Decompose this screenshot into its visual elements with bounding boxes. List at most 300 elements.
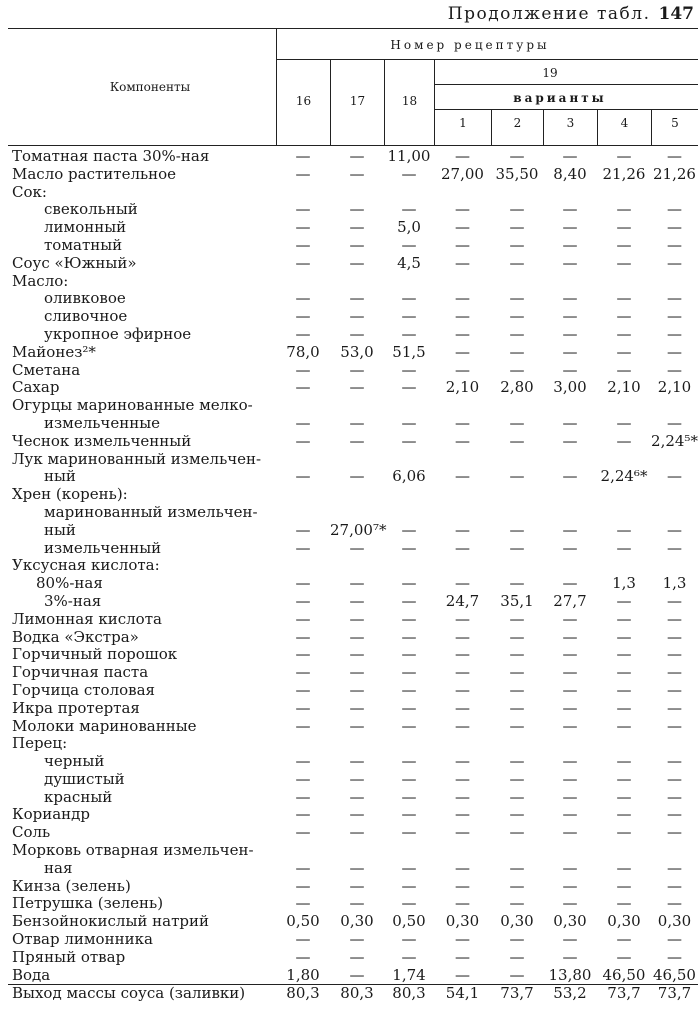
table-row — [8, 842, 698, 860]
table-cell: — — [562, 823, 578, 842]
table-cell — [434, 184, 491, 202]
table-cell: — — [401, 520, 417, 539]
table-row — [8, 611, 698, 629]
table-cell: — — [455, 947, 470, 966]
table-cell: — — [509, 538, 525, 557]
table-cell — [330, 451, 384, 469]
component-label: Сахар — [12, 378, 60, 397]
table-row — [8, 913, 698, 931]
table-cell: — — [295, 164, 311, 183]
table-cell: — — [562, 947, 578, 966]
component-label: Бензойнокислый натрий — [12, 912, 209, 931]
table-cell: 2,80 — [500, 378, 534, 397]
table-cell: — — [667, 591, 682, 610]
header-subrule — [434, 84, 698, 85]
table-cell: — — [562, 894, 578, 913]
component-label: ный — [44, 520, 76, 539]
table-cell — [434, 557, 491, 575]
table-cell: — — [562, 413, 578, 432]
table-cell: — — [295, 307, 311, 326]
table-cell: — — [667, 520, 682, 539]
table-row — [8, 273, 698, 291]
table-cell: 73,7 — [651, 985, 698, 1003]
header-recipe-number: Номер рецептуры — [390, 38, 550, 52]
table-cell: — — [349, 591, 365, 610]
table-cell: — — [455, 467, 470, 486]
table-cell: — — [295, 627, 311, 646]
table-cell: — — [616, 324, 632, 343]
table-cell — [330, 842, 384, 860]
table-cell: — — [667, 307, 682, 326]
table-cell — [330, 735, 384, 753]
component-label: Горчичный порошок — [12, 645, 178, 664]
table-cell: — — [562, 769, 578, 788]
component-label: красный — [44, 787, 113, 806]
table-row — [8, 789, 698, 807]
header-subrule — [434, 109, 698, 110]
table-cell — [434, 486, 491, 504]
table-cell: — — [667, 787, 682, 806]
table-row — [8, 522, 698, 540]
header-variants: варианты — [513, 91, 607, 105]
table-cell: — — [562, 645, 578, 664]
table-cell — [384, 504, 434, 522]
table-cell: — — [509, 289, 525, 308]
table-cell — [543, 397, 597, 415]
table-cell: — — [562, 467, 578, 486]
table-cell — [434, 397, 491, 415]
header-divider — [434, 60, 435, 145]
table-cell: 0,30 — [500, 912, 534, 931]
header-divider — [276, 29, 277, 145]
table-cell: — — [455, 431, 470, 450]
table-row — [8, 664, 698, 682]
table-cell: — — [616, 591, 632, 610]
table-cell: — — [455, 930, 470, 949]
table-cell: 73,7 — [491, 985, 543, 1003]
table-cell: — — [616, 769, 632, 788]
table-cell: — — [509, 218, 525, 237]
component-label: Икра протертая — [12, 698, 140, 717]
table-cell: — — [295, 805, 311, 824]
component-label: Петрушка (зелень) — [12, 894, 164, 913]
component-label: Молоки маринованные — [12, 716, 197, 735]
table-cell: — — [616, 805, 632, 824]
component-label: сливочное — [44, 307, 128, 326]
table-row — [8, 451, 698, 469]
header-variant-4: 4 — [620, 116, 629, 130]
table-cell: — — [349, 360, 365, 379]
table-cell: 51,5 — [392, 342, 426, 361]
component-label: 3%-ная — [44, 591, 102, 610]
table-cell: — — [455, 218, 470, 237]
header-subrule — [276, 59, 698, 60]
table-cell: — — [667, 413, 682, 432]
table-cell: — — [401, 769, 417, 788]
table-row — [8, 575, 698, 593]
table-row — [8, 895, 698, 913]
table-cell: — — [349, 627, 365, 646]
table-row — [8, 878, 698, 896]
table-cell: — — [562, 805, 578, 824]
table-cell — [384, 397, 434, 415]
table-cell: — — [509, 147, 525, 165]
table-cell — [434, 735, 491, 753]
component-label: Соль — [12, 823, 51, 842]
table-row — [8, 593, 698, 611]
table-cell: — — [401, 164, 417, 183]
table-cell: — — [616, 787, 632, 806]
table-cell: — — [295, 520, 311, 539]
table-cell — [434, 504, 491, 522]
table-row — [8, 806, 698, 824]
table-cell: — — [349, 218, 365, 237]
table-cell: 1,74 — [392, 965, 426, 984]
table-cell: — — [509, 520, 525, 539]
component-label: Уксусная кислота: — [12, 556, 160, 575]
table-cell: — — [295, 787, 311, 806]
table-cell — [491, 504, 543, 522]
table-cell: — — [295, 574, 311, 593]
table-cell: 2,10 — [657, 378, 692, 397]
table-row — [8, 540, 698, 558]
component-label: томатный — [44, 235, 123, 254]
component-label: Вода — [12, 965, 51, 984]
table-cell: — — [667, 200, 682, 219]
table-row — [8, 184, 698, 202]
table-cell: — — [349, 680, 365, 699]
table-cell: — — [562, 858, 578, 877]
table-cell: — — [349, 769, 365, 788]
table-cell — [651, 486, 698, 504]
table-cell: — — [667, 805, 682, 824]
table-cell: — — [349, 930, 365, 949]
table-cell: — — [562, 627, 578, 646]
table-cell: — — [509, 876, 525, 895]
table-row — [8, 700, 698, 718]
table-cell: 73,7 — [597, 985, 651, 1003]
table-cell: — — [295, 235, 311, 254]
table-cell — [543, 842, 597, 860]
caption-text: Продолжение табл. — [447, 4, 651, 24]
table-cell: — — [509, 769, 525, 788]
header-components: Компоненты — [109, 80, 191, 94]
component-label: ная — [44, 858, 73, 877]
table-cell: — — [349, 147, 365, 165]
table-cell — [543, 486, 597, 504]
component-label: Томатная паста 30%-ная — [12, 147, 210, 165]
table-row — [8, 397, 698, 415]
table-cell: — — [562, 253, 578, 272]
table-cell: 80,3 — [330, 985, 384, 1003]
table-cell: — — [667, 663, 682, 682]
table-cell — [491, 557, 543, 575]
component-label: ный — [44, 467, 76, 486]
page-number: 147 — [658, 4, 694, 24]
table-cell: — — [509, 680, 525, 699]
table-cell: — — [295, 769, 311, 788]
table-cell: — — [401, 324, 417, 343]
table-row — [8, 718, 698, 736]
table-cell: — — [349, 235, 365, 254]
table-cell: — — [616, 609, 632, 628]
table-row — [8, 557, 698, 575]
table-cell — [434, 451, 491, 469]
component-label: Отвар лимонника — [12, 930, 153, 949]
table-row — [8, 166, 698, 184]
table-cell: — — [349, 823, 365, 842]
table-cell: — — [562, 200, 578, 219]
table-cell — [651, 397, 698, 415]
table-cell: — — [616, 253, 632, 272]
table-cell: — — [401, 716, 417, 735]
header-col-17: 17 — [349, 94, 366, 108]
table-cell: — — [349, 716, 365, 735]
table-cell: — — [562, 609, 578, 628]
table-cell — [491, 451, 543, 469]
table-cell — [491, 184, 543, 202]
table-cell: — — [295, 876, 311, 895]
table-cell: — — [562, 235, 578, 254]
table-cell: 35,50 — [495, 164, 539, 183]
table-cell: — — [401, 609, 417, 628]
table-row — [8, 219, 698, 237]
table-cell — [491, 273, 543, 291]
table-cell: — — [455, 876, 470, 895]
table-cell — [651, 842, 698, 860]
table-cell: — — [667, 716, 682, 735]
table-cell: — — [455, 253, 470, 272]
table-cell: — — [349, 538, 365, 557]
table-cell — [276, 557, 330, 575]
table-cell: — — [349, 698, 365, 717]
table-row — [8, 148, 698, 166]
table-cell: — — [349, 413, 365, 432]
table-row — [8, 290, 698, 308]
table-cell: — — [509, 360, 525, 379]
table-cell — [330, 504, 384, 522]
table-body — [8, 148, 698, 1003]
table-cell: — — [562, 324, 578, 343]
component-label: Выход массы соуса (заливки) — [8, 985, 276, 1003]
table-cell: — — [667, 858, 682, 877]
component-label: Чеснок измельченный — [12, 431, 192, 450]
table-cell: — — [667, 538, 682, 557]
recipe-table — [8, 148, 698, 1003]
table-row — [8, 949, 698, 967]
table-cell: — — [349, 805, 365, 824]
table-cell: — — [667, 289, 682, 308]
table-cell: — — [401, 360, 417, 379]
component-label: измельченные — [44, 413, 161, 432]
table-cell: 80,3 — [384, 985, 434, 1003]
table-cell: — — [401, 200, 417, 219]
table-cell — [384, 486, 434, 504]
table-cell: — — [509, 609, 525, 628]
table-cell: — — [616, 716, 632, 735]
table-cell: — — [295, 930, 311, 949]
table-cell: — — [401, 431, 417, 450]
table-cell: — — [562, 289, 578, 308]
table-cell — [543, 184, 597, 202]
table-cell: 27,7 — [553, 591, 587, 610]
table-cell: — — [562, 930, 578, 949]
table-cell — [384, 735, 434, 753]
table-cell — [491, 735, 543, 753]
table-cell — [276, 486, 330, 504]
component-label: Масло: — [12, 271, 69, 290]
table-cell: — — [401, 858, 417, 877]
table-cell: — — [667, 609, 682, 628]
table-cell: — — [295, 645, 311, 664]
component-label: душистый — [44, 769, 125, 788]
table-cell: — — [349, 645, 365, 664]
table-cell: — — [295, 467, 311, 486]
table-cell: 21,26 — [602, 164, 646, 183]
table-cell: — — [295, 609, 311, 628]
table-cell: — — [455, 289, 470, 308]
table-cell — [276, 397, 330, 415]
table-row — [8, 415, 698, 433]
table-cell: — — [562, 752, 578, 771]
table-row — [8, 860, 698, 878]
table-cell: 11,00 — [387, 147, 431, 165]
table-cell: — — [616, 431, 632, 450]
table-cell: — — [349, 164, 365, 183]
component-label: Горчичная паста — [12, 663, 149, 682]
table-cell: — — [349, 752, 365, 771]
table-cell: — — [616, 645, 632, 664]
table-cell: — — [401, 930, 417, 949]
table-cell: — — [295, 200, 311, 219]
table-cell: — — [616, 413, 632, 432]
table-cell: — — [401, 235, 417, 254]
table-cell: — — [562, 342, 578, 361]
table-cell: — — [401, 591, 417, 610]
table-cell: — — [455, 324, 470, 343]
table-cell: — — [455, 965, 470, 984]
component-label: Лимонная кислота — [12, 609, 162, 628]
table-cell: — — [616, 876, 632, 895]
table-cell: — — [455, 609, 470, 628]
table-cell — [543, 451, 597, 469]
table-cell: — — [616, 858, 632, 877]
table-cell: 27,00⁷* — [330, 520, 387, 539]
table-cell: — — [667, 752, 682, 771]
table-cell: — — [401, 876, 417, 895]
table-cell: — — [562, 787, 578, 806]
table-cell: — — [349, 467, 365, 486]
table-cell: — — [295, 680, 311, 699]
table-cell: — — [401, 680, 417, 699]
table-cell: — — [401, 413, 417, 432]
table-cell: — — [667, 930, 682, 949]
table-cell: 78,0 — [286, 342, 320, 361]
table-cell: — — [509, 894, 525, 913]
table-cell: — — [349, 574, 365, 593]
table-cell: — — [616, 200, 632, 219]
table-cell: — — [667, 342, 682, 361]
table-row — [8, 344, 698, 362]
table-cell — [384, 184, 434, 202]
table-cell: — — [509, 858, 525, 877]
table-cell: — — [509, 307, 525, 326]
table-cell: 54,1 — [434, 985, 491, 1003]
table-cell: — — [667, 645, 682, 664]
table-row — [8, 362, 698, 380]
table-cell: — — [616, 342, 632, 361]
table-cell — [543, 504, 597, 522]
table-cell: — — [562, 307, 578, 326]
table-cell: — — [509, 663, 525, 682]
table-cell: — — [509, 645, 525, 664]
table-cell: — — [616, 930, 632, 949]
table-cell: — — [295, 591, 311, 610]
table-cell — [491, 486, 543, 504]
component-label: измельченный — [44, 538, 162, 557]
table-cell: — — [509, 431, 525, 450]
table-cell: — — [455, 787, 470, 806]
table-cell — [434, 273, 491, 291]
table-cell: — — [562, 538, 578, 557]
table-cell: — — [616, 752, 632, 771]
table-cell: — — [295, 289, 311, 308]
component-label: Майонез²* — [12, 342, 96, 361]
header-bottom-rule — [8, 145, 698, 146]
table-cell: — — [667, 467, 682, 486]
table-cell: — — [667, 876, 682, 895]
table-cell: 1,80 — [286, 965, 320, 984]
table-cell: — — [509, 716, 525, 735]
table-cell: — — [455, 805, 470, 824]
component-label: лимонный — [44, 218, 127, 237]
table-cell: 8,40 — [553, 164, 587, 183]
table-cell — [276, 842, 330, 860]
table-cell: — — [562, 876, 578, 895]
table-cell: — — [455, 307, 470, 326]
table-cell: — — [616, 894, 632, 913]
table-cell: — — [349, 894, 365, 913]
table-cell: 21,26 — [653, 164, 696, 183]
table-row — [8, 486, 698, 504]
table-cell: — — [295, 716, 311, 735]
table-cell: 1,3 — [662, 574, 687, 593]
table-row — [8, 468, 698, 486]
table-cell — [597, 486, 651, 504]
table-cell: — — [616, 289, 632, 308]
table-cell: — — [401, 947, 417, 966]
table-cell: — — [509, 787, 525, 806]
table-row — [8, 237, 698, 255]
table-cell: 0,30 — [607, 912, 641, 931]
table-cell: 2,24⁵* — [651, 431, 698, 450]
table-cell: — — [349, 947, 365, 966]
table-cell: — — [455, 698, 470, 717]
table-cell: — — [667, 235, 682, 254]
table-cell: — — [455, 147, 470, 165]
table-cell: — — [349, 787, 365, 806]
table-cell: — — [349, 431, 365, 450]
table-cell: — — [455, 627, 470, 646]
table-row — [8, 735, 698, 753]
component-label: Морковь отварная измельчен- — [12, 841, 254, 860]
table-cell: — — [401, 805, 417, 824]
table-cell — [651, 735, 698, 753]
table-row — [8, 326, 698, 344]
table-cell: — — [667, 147, 682, 165]
table-cell — [276, 184, 330, 202]
table-cell: — — [616, 663, 632, 682]
